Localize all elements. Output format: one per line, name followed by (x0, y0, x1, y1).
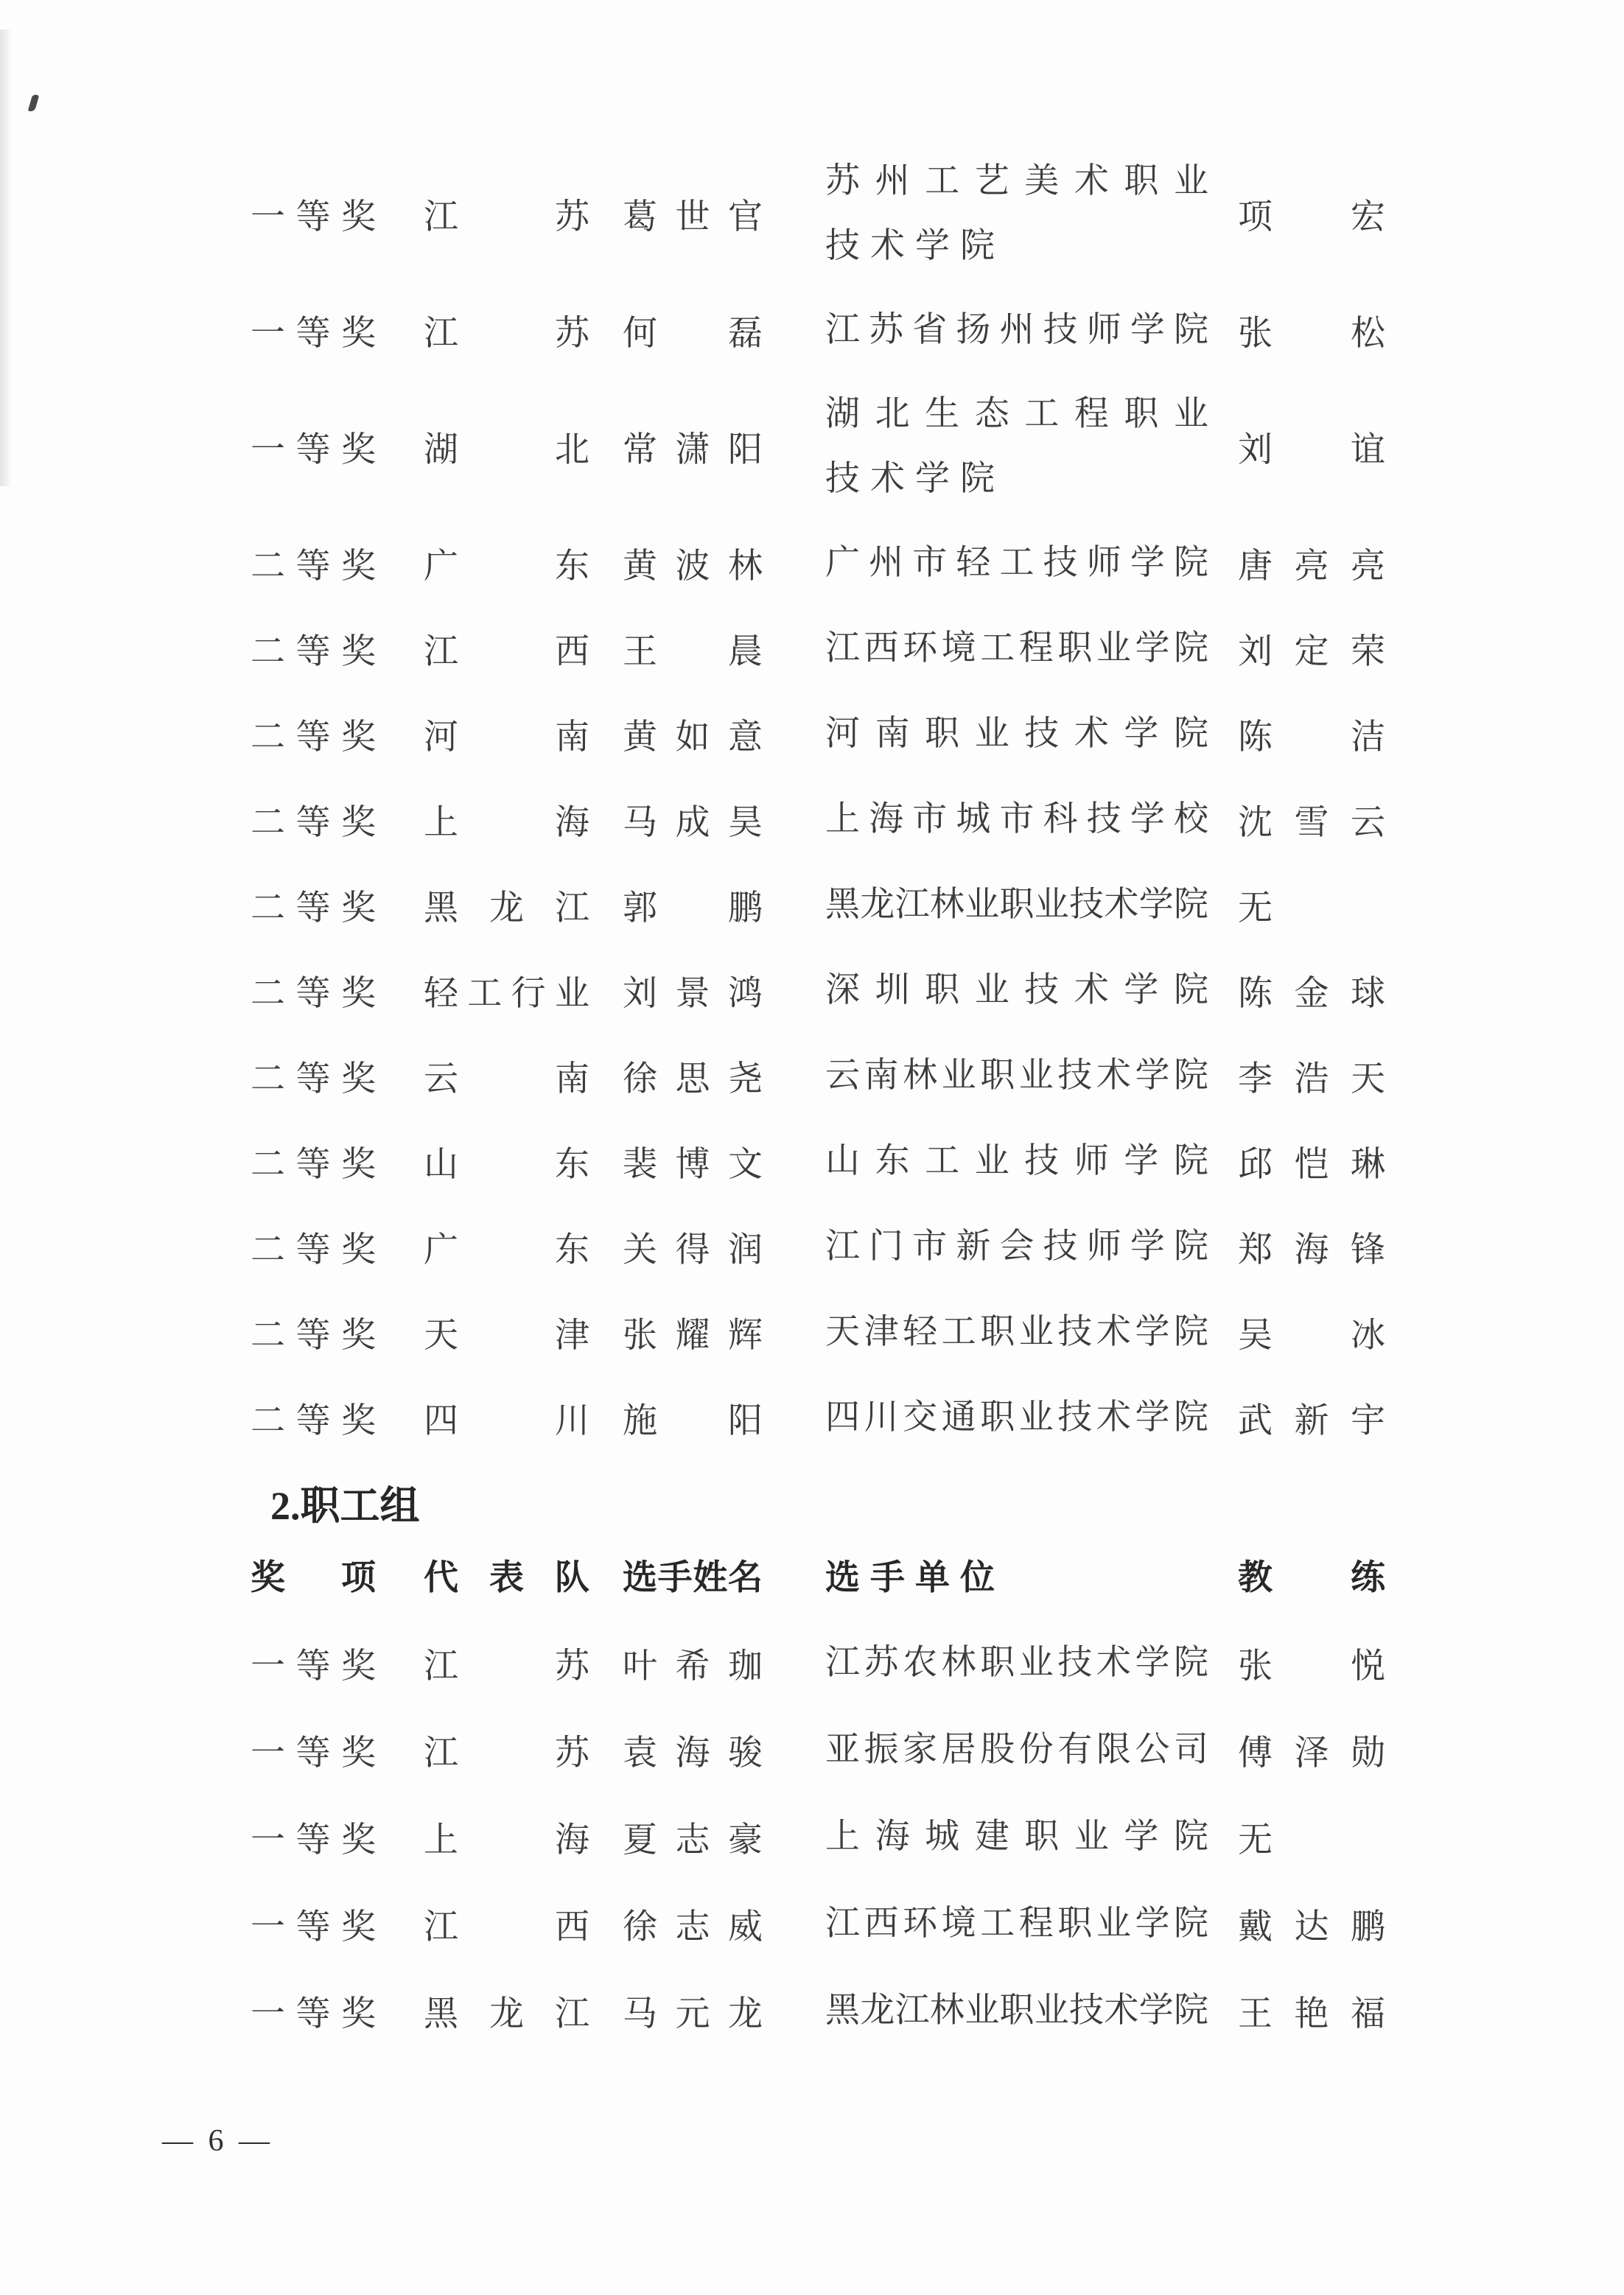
contestant-name: 徐思尧 (623, 1059, 763, 1099)
org-line: 江门市新会技师学院 (825, 1227, 1208, 1266)
contestant-org (825, 530, 1208, 595)
org-line: 黑龙江林业职业技术学院 (825, 1991, 1208, 2030)
delegation: 江苏 (424, 314, 589, 353)
delegation: 江苏 (424, 1734, 589, 1773)
org-line: 湖北生态工程职业 (825, 395, 1208, 433)
award-grade: 一等奖 (251, 430, 376, 469)
delegation: 江苏 (424, 197, 589, 236)
award-row (251, 1375, 1429, 1460)
delegation: 轻工行业 (424, 974, 589, 1013)
delegation: 云南 (424, 1059, 589, 1099)
org-line: 山东工业技师学院 (825, 1142, 1208, 1180)
delegation: 江苏 (424, 1647, 589, 1686)
award-row (251, 1706, 1429, 1793)
delegation: 广东 (424, 1230, 589, 1269)
coach-name: 张悦 (1238, 1647, 1385, 1686)
award-grade: 二等奖 (251, 889, 376, 928)
award-row (251, 1793, 1429, 1880)
org-line: 亚振家居股份有限公司 (825, 1731, 1208, 1769)
coach-name: 张松 (1238, 314, 1385, 353)
award-grade: 二等奖 (251, 974, 376, 1013)
coach-name: 李浩天 (1238, 1059, 1385, 1099)
contestant-name: 王晨 (623, 632, 763, 671)
contestant-org (825, 958, 1208, 1023)
award-grade: 二等奖 (251, 718, 376, 757)
table-header-row (251, 1530, 1429, 1619)
delegation: 山东 (424, 1145, 589, 1184)
award-row (251, 947, 1429, 1033)
delegation: 江西 (424, 632, 589, 671)
student-group-table (251, 140, 1429, 1460)
column-header-contestant-org: 选手单位 (825, 1558, 1005, 1597)
contestant-name: 徐志威 (623, 1907, 763, 1947)
contestant-name: 常潇阳 (623, 430, 763, 469)
award-row (251, 606, 1429, 691)
contestant-name: 黄如意 (623, 718, 763, 757)
org-line: 黑龙江林业职业技术学院 (825, 886, 1208, 924)
staff-group-table (251, 1530, 1429, 2054)
award-grade: 二等奖 (251, 1145, 376, 1184)
coach-name: 邱恺琳 (1238, 1145, 1385, 1184)
award-row (251, 520, 1429, 606)
delegation: 上海 (424, 1821, 589, 1860)
contestant-name: 黄波林 (623, 547, 763, 586)
org-line: 上海市城市科技学校 (825, 800, 1208, 838)
org-line: 江苏省扬州技师学院 (825, 311, 1208, 349)
award-grade: 二等奖 (251, 1059, 376, 1099)
org-line: 天津轻工职业技术学院 (825, 1313, 1208, 1351)
coach-name: 王艳福 (1238, 1994, 1385, 2033)
coach-name: 沈雪云 (1238, 803, 1385, 842)
contestant-org (825, 1214, 1208, 1279)
contestant-org (825, 787, 1208, 852)
coach-name: 无 (1238, 1821, 1273, 1860)
award-grade: 二等奖 (251, 803, 376, 842)
contestant-name: 叶希珈 (623, 1647, 763, 1686)
award-row (251, 140, 1429, 287)
contestant-org (825, 1300, 1208, 1364)
coach-name: 刘谊 (1238, 430, 1385, 469)
contestant-name: 葛世官 (623, 197, 763, 236)
coach-name: 陈洁 (1238, 718, 1385, 757)
coach-name: 武新宇 (1238, 1401, 1385, 1440)
award-row (251, 1880, 1429, 1967)
org-line: 技术学院 (825, 460, 1005, 498)
delegation: 四川 (424, 1401, 589, 1440)
award-grade: 一等奖 (251, 1647, 376, 1686)
coach-name: 刘定荣 (1238, 632, 1385, 671)
coach-name: 陈金球 (1238, 974, 1385, 1013)
award-row (251, 1118, 1429, 1204)
delegation: 黑龙江 (424, 889, 589, 928)
award-row (251, 691, 1429, 777)
coach-name: 项宏 (1238, 197, 1385, 236)
coach-name: 吴冰 (1238, 1316, 1385, 1355)
page-number: — 6 — (162, 2124, 270, 2158)
org-line: 广州市轻工技师学院 (825, 544, 1208, 582)
delegation: 江西 (424, 1907, 589, 1947)
award-row (251, 1619, 1429, 1706)
contestant-org (825, 1804, 1208, 1869)
contestant-org (825, 149, 1208, 278)
org-line: 江西环境工程职业学院 (825, 1905, 1208, 1943)
coach-name: 戴达鹏 (1238, 1907, 1385, 1947)
award-row (251, 373, 1429, 520)
award-row (251, 777, 1429, 862)
delegation: 河南 (424, 718, 589, 757)
org-line: 河南职业技术学院 (825, 715, 1208, 753)
award-grade: 一等奖 (251, 314, 376, 353)
org-line: 云南林业职业技术学院 (825, 1057, 1208, 1095)
coach-name: 唐亮亮 (1238, 547, 1385, 586)
org-line: 苏州工艺美术职业 (825, 162, 1208, 200)
org-line: 江西环境工程职业学院 (825, 629, 1208, 668)
column-header-coach: 教练 (1238, 1558, 1385, 1597)
contestant-name: 袁海骏 (623, 1734, 763, 1773)
contestant-org (825, 872, 1208, 937)
contestant-org (825, 1129, 1208, 1194)
contestant-name: 施阳 (623, 1401, 763, 1440)
award-grade: 一等奖 (251, 1907, 376, 1947)
delegation: 天津 (424, 1316, 589, 1355)
award-row (251, 1204, 1429, 1289)
contestant-org (825, 1891, 1208, 1956)
delegation: 上海 (424, 803, 589, 842)
contestant-name: 马元龙 (623, 1994, 763, 2033)
award-grade: 二等奖 (251, 1316, 376, 1355)
award-grade: 一等奖 (251, 1734, 376, 1773)
org-line: 江苏农林职业技术学院 (825, 1644, 1208, 1682)
contestant-org (825, 701, 1208, 766)
award-grade: 一等奖 (251, 1821, 376, 1860)
award-grade: 一等奖 (251, 197, 376, 236)
contestant-org (825, 616, 1208, 681)
award-grade: 一等奖 (251, 1994, 376, 2033)
contestant-name: 关得润 (623, 1230, 763, 1269)
contestant-name: 张耀辉 (623, 1316, 763, 1355)
coach-name: 傅泽勋 (1238, 1734, 1385, 1773)
contestant-name: 郭鹏 (623, 889, 763, 928)
column-header-delegation: 代表队 (424, 1558, 589, 1597)
contestant-org (825, 382, 1208, 511)
column-header-award: 奖项 (251, 1558, 376, 1597)
contestant-org (825, 1385, 1208, 1450)
award-grade: 二等奖 (251, 1401, 376, 1440)
contestant-name: 裴博文 (623, 1145, 763, 1184)
contestant-org (825, 1717, 1208, 1782)
scan-speck (28, 94, 39, 113)
staff-group-section-title: 2.职工组 (270, 1484, 420, 1528)
scan-edge-shadow (0, 29, 12, 486)
column-header-contestant-name: 选手姓名 (623, 1558, 763, 1597)
delegation: 广东 (424, 547, 589, 586)
awards-list (251, 140, 1429, 2054)
delegation: 黑龙江 (424, 1994, 589, 2033)
contestant-name: 夏志豪 (623, 1821, 763, 1860)
org-line: 深圳职业技术学院 (825, 971, 1208, 1009)
coach-name: 郑海锋 (1238, 1230, 1385, 1269)
award-grade: 二等奖 (251, 1230, 376, 1269)
delegation: 湖北 (424, 430, 589, 469)
contestant-org (825, 1630, 1208, 1695)
award-grade: 二等奖 (251, 632, 376, 671)
contestant-name: 刘景鸿 (623, 974, 763, 1013)
contestant-org (825, 298, 1208, 362)
coach-name: 无 (1238, 889, 1273, 928)
award-grade: 二等奖 (251, 547, 376, 586)
org-line: 上海城建职业学院 (825, 1818, 1208, 1856)
contestant-org (825, 1043, 1208, 1108)
award-row (251, 1033, 1429, 1118)
contestant-name: 何磊 (623, 314, 763, 353)
org-line: 四川交通职业技术学院 (825, 1398, 1208, 1437)
contestant-name: 马成昊 (623, 803, 763, 842)
org-line: 技术学院 (825, 227, 1005, 265)
award-row (251, 1289, 1429, 1375)
contestant-org (825, 1978, 1208, 2043)
award-row (251, 862, 1429, 947)
award-row (251, 1967, 1429, 2054)
award-row (251, 287, 1429, 373)
